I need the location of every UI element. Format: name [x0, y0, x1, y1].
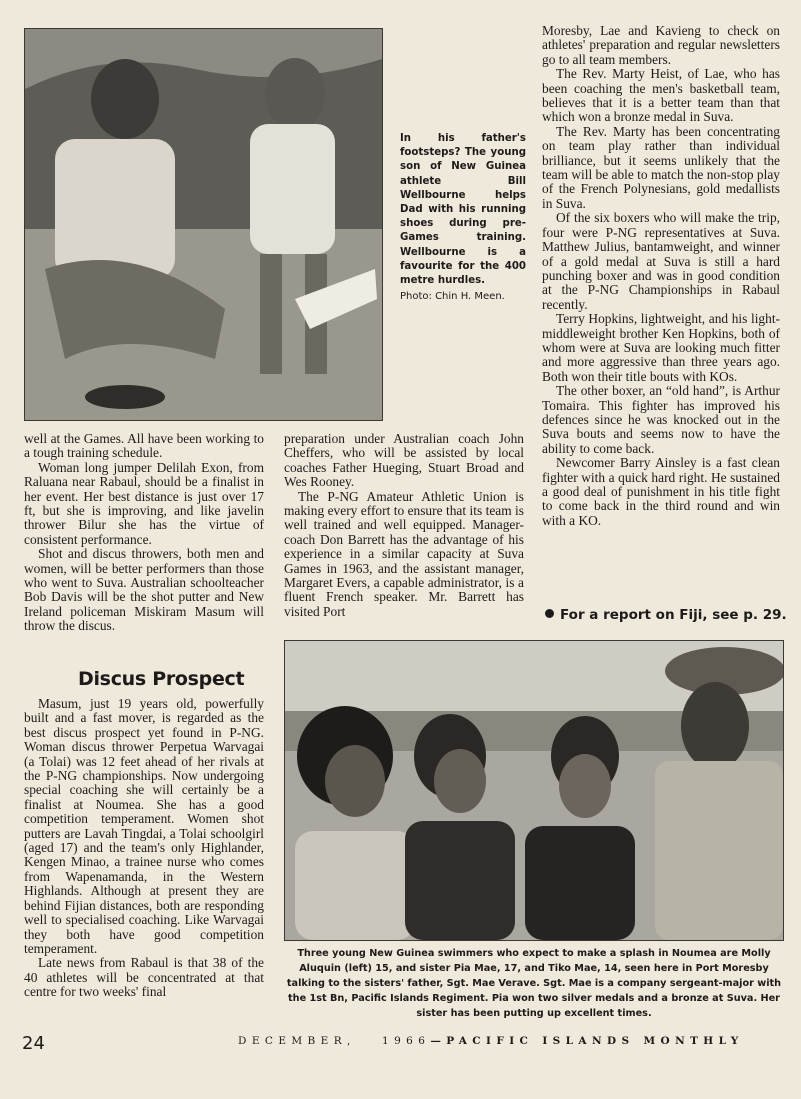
running-footer	[238, 1035, 744, 1047]
photo-credit: Photo: Chin H. Meen.	[400, 291, 505, 302]
article-column-1-top	[24, 432, 264, 634]
paragraph: The Rev. Marty has been concentrating on team play rather than individual brilliance, but it seems unlikely that the team will be able to match the non-stop play of the French Polynesians, gold medallists in Suva.	[542, 123, 780, 211]
paragraph: Moresby, Lae and Kavieng to check on athletes' preparation and regular newsletters go to all team members.	[542, 23, 780, 67]
paragraph: Terry Hopkins, lightweight, and his light-middleweight brother Ken Hopkins, both of whom were at Suva are looking much fitter and more aggressive than three years ago. Both won their title bouts with KOs.	[542, 311, 780, 384]
photo-swimmers-caption: Three young New Guinea swimmers who expect to make a splash in Noumea are Molly Aluquin (left) 15, and sister Pia Mae, 17, and Tiko Mae, 14, seen here in Port Moresby talking to the sisters' father, Sgt. Mae Verave. Sgt. Mae is a company sergeant-major with the 1st Bn, Pacific Islands Regiment. Pia won two silver medals and a bronze at Suva. Her sister has been putting up excellent times.	[286, 948, 782, 1019]
footer-dash: —	[430, 1035, 447, 1047]
article-column-1-bottom	[24, 697, 264, 1000]
photo-swimmers-illustration	[285, 641, 783, 940]
bullet-icon	[545, 609, 554, 618]
photo-athlete-caption: In his father's footsteps? The young son of New Guinea athlete Bill Wellbourne helps Dad with his running shoes during pre-Games training. Wellbourne is a favourite for the 400 metre hurdles.	[400, 133, 526, 287]
paragraph: well at the Games. All have been working to a tough training schedule.	[24, 431, 264, 461]
article-column-2	[284, 432, 524, 619]
paragraph: preparation under Australian coach John Cheffers, who will be assisted by local coaches Father Hueging, Stuart Broad and Wes Rooney.	[284, 431, 524, 490]
section-heading: Discus Prospect	[78, 668, 245, 690]
photo-athlete-and-son-illustration	[25, 29, 382, 420]
footer-year: 1966	[381, 1035, 431, 1047]
paragraph: Masum, just 19 years old, powerfully built and a fast mover, is regarded as the best discus prospect yet found in P-NG. Woman discus thrower Perpetua Warvagai (a Tolai) was 12 feet ahead of her rivals at the P-NG championships. Now undergoing special coaching she will certainly be a finalist at Noumea. She has a good competition temperament. Women shot putters are Lavah Tingdai, a Tolai schoolgirl (aged 17) and the team's only Highlander, Kengen Minao, a trainee nurse who comes from Wapenamanda, in the Western Highlands. Although at present they are behind Fijian distances, both are responding well to specialised coaching. Like Warvagai they both have good competition temperament.	[24, 696, 264, 956]
paragraph: Of the six boxers who will make the trip, four were P-NG representatives at Suva. Matthew Julius, bantamweight, and winner of a gold medal at Suva is still a hard punching boxer and was in good condition at the P-NG Championships in Rabaul recently.	[542, 210, 780, 312]
footer-magazine: PACIFIC ISLANDS MONTHLY	[446, 1035, 744, 1047]
paragraph: Shot and discus throwers, both men and women, will be better performers than those who went to Suva. Australian schoolteacher Bob Davis will be the shot putter and New Ireland policeman Miskiram Masum will throw the discus.	[24, 546, 264, 634]
photo-athlete-and-son	[24, 28, 383, 421]
paragraph: The other boxer, an “old hand”, is Arthur Tomaira. This fighter has improved his defences since he was knocked out in the Suva bouts and seems now to have the ability to come back.	[542, 383, 780, 456]
article-column-3	[542, 24, 780, 528]
footer-month: DECEMBER,	[238, 1035, 356, 1047]
paragraph: Woman long jumper Delilah Exon, from Raluana near Rabaul, should be a finalist in her event. Her best distance is just over 17 ft, but she is improving, and like javelin thrower Bilur she has the virtue of consistent performance.	[24, 459, 264, 547]
page-number: 24	[22, 1033, 45, 1054]
fiji-report-text: For a report on Fiji, see p. 29.	[560, 607, 787, 623]
photo-swimmers-and-sergeant	[284, 640, 784, 941]
paragraph: Newcomer Barry Ainsley is a fast clean fighter with a quick hard right. He sustained a good deal of punishment in his title fight to come back in the third round and win with a KO.	[542, 455, 780, 528]
paragraph: The P-NG Amateur Athletic Union is making every effort to ensure that its team is well trained and well equipped. Manager-coach Don Barrett has the advantage of his experience in a similar capacity at Suva Games in 1963, and the assistant manager, Margaret Evers, a capable administrator, is a fluent French speaker. Mr. Barrett has visited Port	[284, 488, 524, 619]
paragraph: The Rev. Marty Heist, of Lae, who has been coaching the men's basketball team, believes that it is a better team than that which won a bronze medal in Suva.	[542, 66, 780, 125]
fiji-report-reference	[545, 607, 787, 623]
paragraph: Late news from Rabaul is that 38 of the 40 athletes will be concentrated at that centre for two weeks' final	[24, 955, 264, 1000]
